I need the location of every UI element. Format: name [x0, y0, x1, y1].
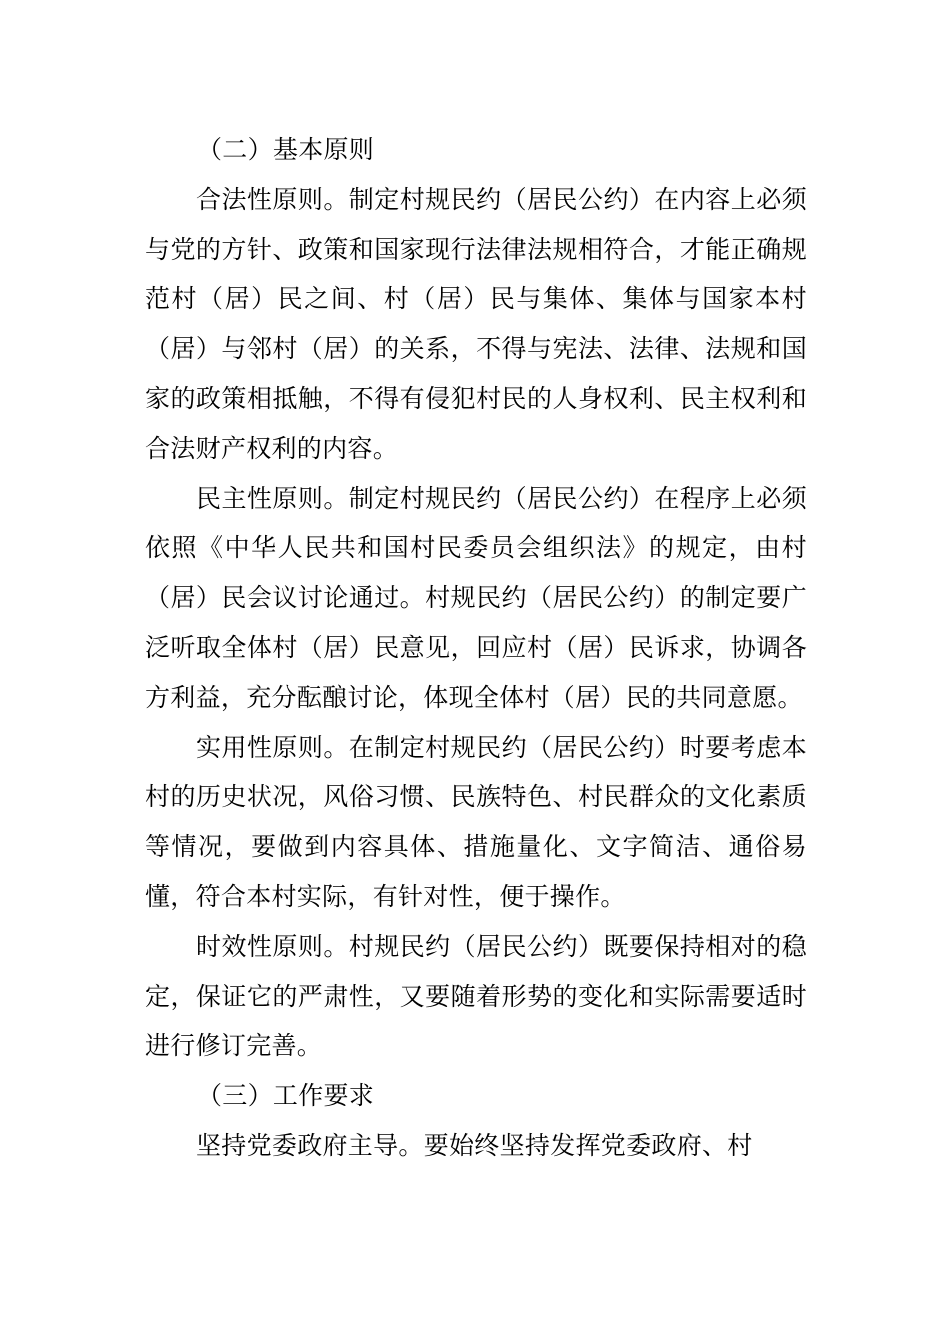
paragraph-legality-principle: 合法性原则。制定村规民约（居民公约）在内容上必须与党的方针、政策和国家现行法律法规相符合，才能正确规范村（居）民之间、村（居）民与集体、集体与国家本村（居）与邻村（居）的关系，不得与宪法、法律、法规和国家的政策相抵触，不得有侵犯村民的人身权利、民主权利和合法财产权利的内容。 [145, 184, 807, 463]
section-heading-basic-principles: （二）基本原则 [197, 135, 375, 164]
paragraph-democracy-principle: 民主性原则。制定村规民约（居民公约）在程序上必须依照《中华人民共和国村民委员会组织法》的规定，由村（居）民会议讨论通过。村规民约（居民公约）的制定要广泛听取全体村（居）民意见，回应村（居）民诉求，协调各方利益，充分酝酿讨论，体现全体村（居）民的共同意愿。 [145, 483, 807, 712]
paragraph-timeliness-principle: 时效性原则。村规民约（居民公约）既要保持相对的稳定，保证它的严肃性，又要随着形势的变化和实际需要适时进行修订完善。 [145, 931, 807, 1061]
paragraph-practicality-principle: 实用性原则。在制定村规民约（居民公约）时要考虑本村的历史状况，风俗习惯、民族特色、村民群众的文化素质等情况，要做到内容具体、措施量化、文字简洁、通俗易懂，符合本村实际，有针对性，便于操作。 [145, 732, 807, 911]
document-body [145, 125, 807, 1171]
section-heading-work-requirements: （三）工作要求 [197, 1081, 375, 1111]
paragraph-party-leadership: 坚持党委政府主导。要始终坚持发挥党委政府、村 [196, 1130, 753, 1160]
